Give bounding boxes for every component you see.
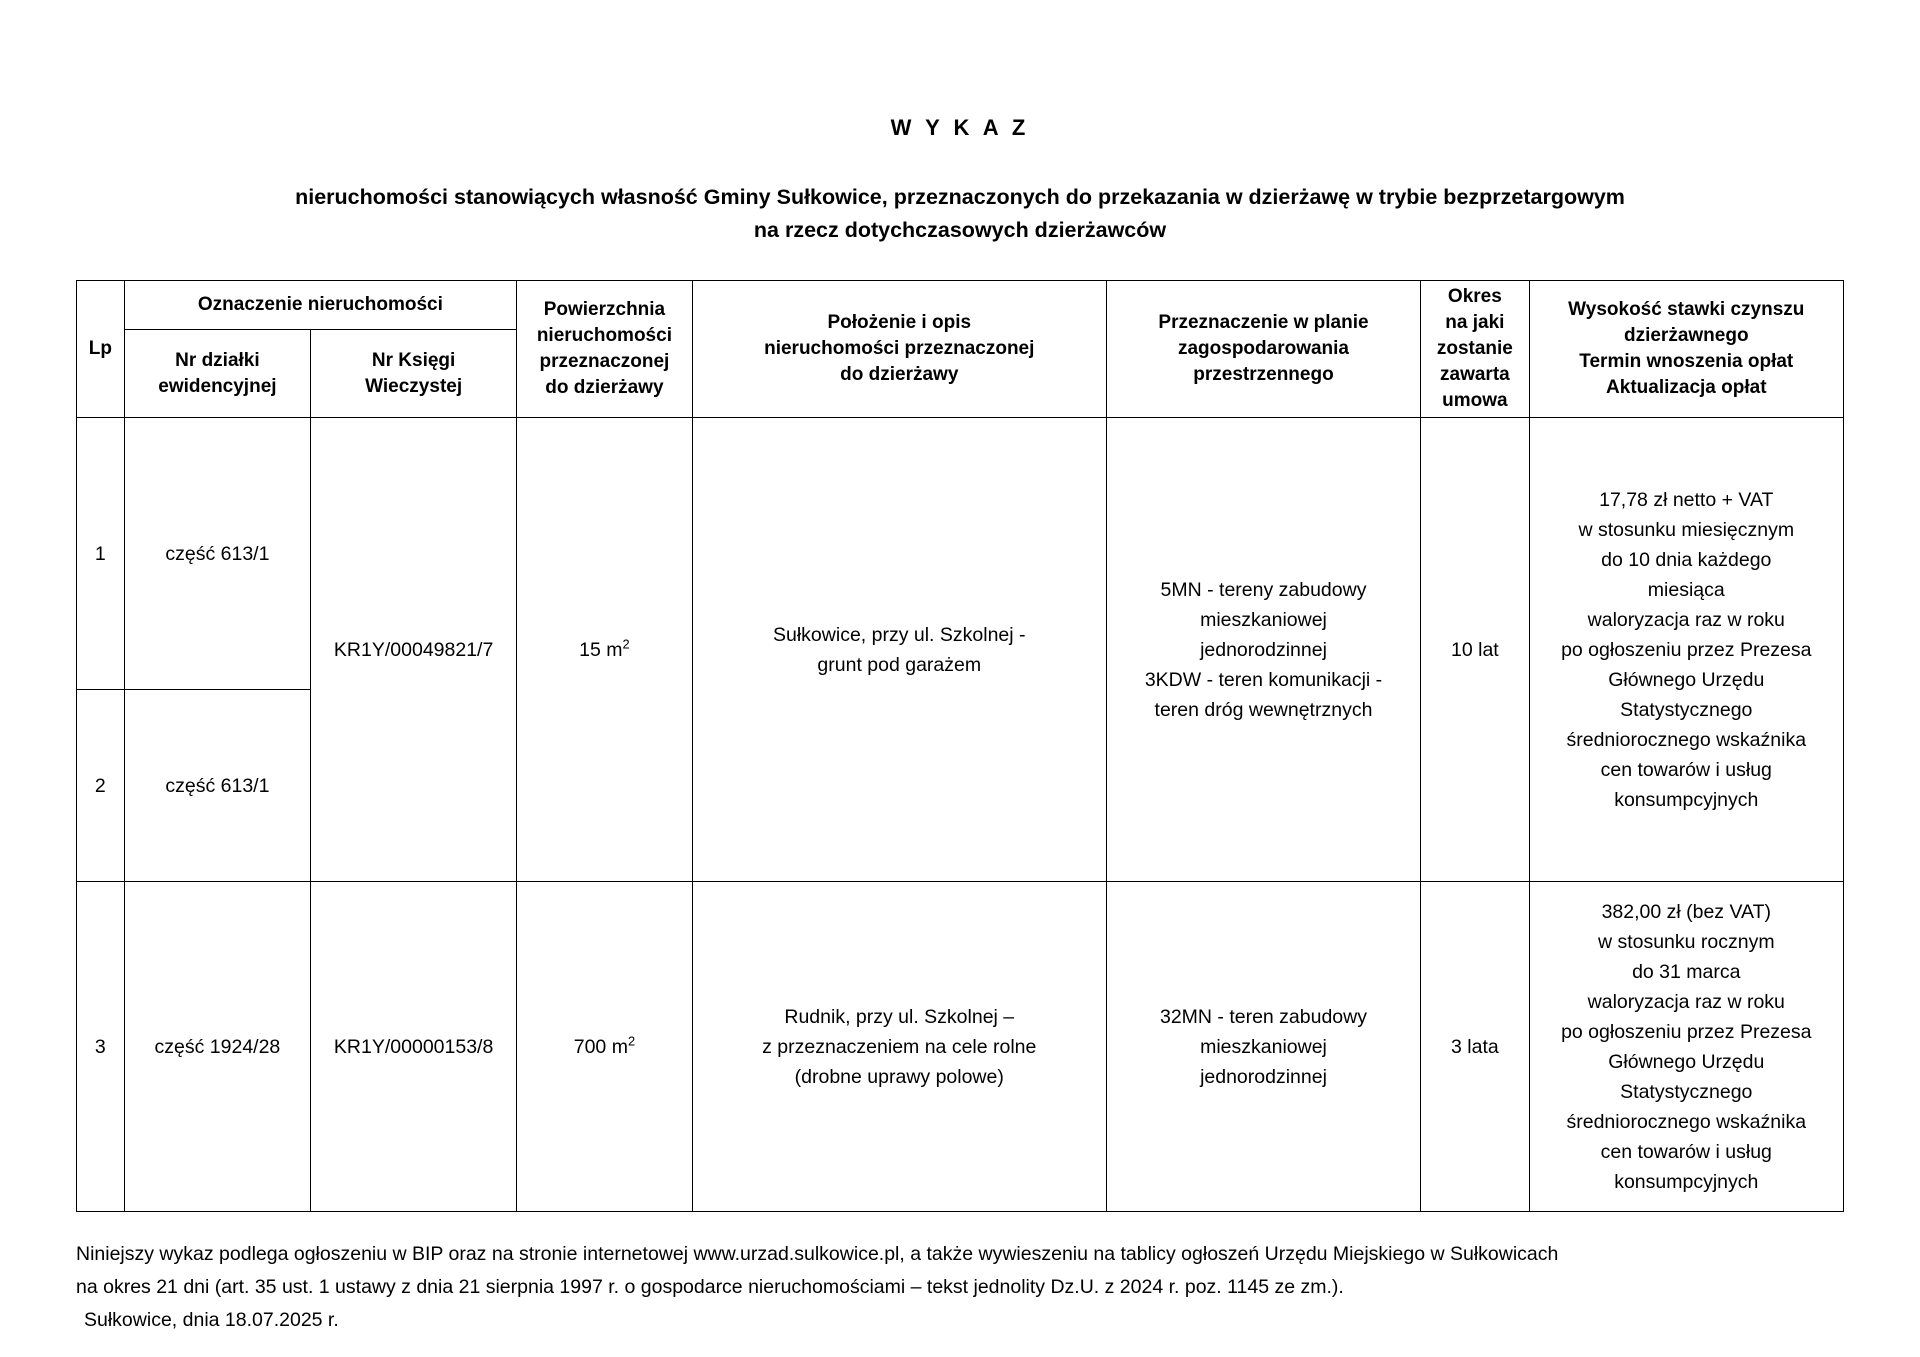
cell-przeznaczenie-line-2: mieszkaniowej [1200,1035,1327,1058]
column-header-powierzchnia [517,281,693,418]
column-header-stawka-line-3: Termin wnoszenia opłat [1579,351,1794,372]
cell-stawka-line-3: do 31 marca [1632,960,1741,983]
column-header-nr-dzialki-line-2: ewidencyjnej [158,375,277,397]
wykaz-table [76,280,1844,1212]
cell-przeznaczenie [1106,418,1420,882]
cell-polozenie-line-1: Rudnik, przy ul. Szkolnej – [784,1005,1015,1028]
cell-stawka-line-8: średniorocznego wskaźnika [1566,1110,1807,1133]
document-subtitle [160,141,1760,247]
cell-stawka-line-1: 17,78 zł netto + VAT [1599,488,1774,511]
footer-line-1: Niniejszy wykaz podlega ogłoszeniu w BIP oraz na stronie internetowej www.urzad.sulkowice.pl, a także wywieszeniu na tablicy ogłoszeń Urzędu Miejskiego w Sułkowicach [76,1243,1559,1265]
cell-stawka-line-4: miesiąca [1647,578,1725,601]
column-header-przeznaczenie-line-3: przestrzennego [1193,364,1334,385]
cell-lp: 3 [77,882,125,1212]
column-header-powierzchnia-line-2: nieruchomości [536,325,672,346]
cell-stawka-line-11: konsumpcyjnych [1614,788,1759,811]
document-subtitle-line-1: nieruchomości stanowiących własność Gminy Sułkowice, przeznaczonych do przekazania w dzierżawę w trybie bezprzetargowym [295,185,1625,209]
cell-przeznaczenie-line-5: teren dróg wewnętrznych [1154,698,1373,721]
cell-przeznaczenie-line-2: mieszkaniowej [1200,608,1327,631]
cell-nr-ksiegi: KR1Y/00000153/8 [311,882,517,1212]
cell-stawka-line-10: cen towarów i usług [1600,758,1772,781]
table-row [77,418,1844,690]
column-header-okres [1421,281,1529,418]
cell-polozenie-line-2: z przeznaczeniem na cele rolne [762,1035,1037,1058]
cell-powierzchnia [517,882,693,1212]
cell-powierzchnia-unit: m [606,638,623,661]
table-header-row-1 [77,281,1844,330]
column-header-nr-ksiegi-line-1: Nr Księgi [371,349,456,371]
column-header-oznaczenie: Oznaczenie nieruchomości [124,281,516,330]
cell-stawka-line-9: cen towarów i usług [1600,1140,1772,1163]
cell-powierzchnia-value: 15 [579,638,601,661]
cell-stawka-line-3: do 10 dnia każdego [1601,548,1772,571]
cell-powierzchnia-exponent: 2 [622,636,630,651]
cell-polozenie-line-3: (drobne uprawy polowe) [794,1065,1004,1088]
column-header-okres-line-4: zawarta [1440,364,1510,385]
column-header-okres-line-5: umowa [1442,390,1508,411]
column-header-nr-dzialki-line-1: Nr działki [175,349,260,371]
column-header-polozenie-line-1: Położenie i opis [827,312,972,333]
table-body [77,418,1844,1212]
cell-stawka-line-9: średniorocznego wskaźnika [1566,728,1807,751]
cell-nr-dzialki: część 613/1 [124,418,310,690]
cell-polozenie [692,418,1106,882]
column-header-okres-line-1: Okres [1447,286,1502,307]
column-header-polozenie-line-3: do dzierżawy [840,364,959,385]
column-header-okres-line-3: zostanie [1436,338,1513,359]
column-header-stawka-line-2: dzierżawnego [1623,325,1749,346]
cell-nr-dzialki: część 1924/28 [124,882,310,1212]
document-subtitle-line-2: na rzecz dotychczasowych dzierżawców [753,218,1167,242]
table-container [0,247,1920,1212]
cell-stawka-line-10: konsumpcyjnych [1614,1170,1759,1193]
column-header-polozenie [692,281,1106,418]
column-header-powierzchnia-line-3: przeznaczonej [539,351,670,372]
column-header-stawka-line-1: Wysokość stawki czynszu [1568,299,1805,320]
table-row [77,882,1844,1212]
cell-nr-ksiegi: KR1Y/00049821/7 [311,418,517,882]
page-title: W Y K A Z [890,115,1030,140]
cell-polozenie-line-2: grunt pod garażem [817,653,982,676]
cell-stawka [1529,418,1843,882]
column-header-okres-line-2: na jaki [1445,312,1505,333]
column-header-nr-ksiegi-line-2: Wieczystej [365,375,463,397]
cell-przeznaczenie-line-3: jednorodzinnej [1200,638,1327,661]
column-header-nr-dzialki [124,330,310,418]
cell-powierzchnia-value: 700 [573,1035,607,1058]
cell-stawka-line-7: Statystycznego [1620,1080,1753,1103]
cell-stawka-line-5: waloryzacja raz w roku [1587,608,1785,631]
cell-stawka-line-8: Statystycznego [1620,698,1753,721]
column-header-lp: Lp [77,281,125,418]
cell-stawka-line-5: po ogłoszeniu przez Prezesa [1561,1020,1812,1043]
cell-stawka-line-6: po ogłoszeniu przez Prezesa [1561,638,1812,661]
footer-note [0,1212,1920,1337]
cell-przeznaczenie-line-1: 5MN - tereny zabudowy [1160,578,1367,601]
footer-line-2: na okres 21 dni (art. 35 ust. 1 ustawy z dnia 21 sierpnia 1997 r. o gospodarce nieruchomościami – tekst jednolity Dz.U. z 2024 r. poz. 1145 ze zm.). [76,1276,1344,1298]
cell-stawka-line-4: waloryzacja raz w roku [1587,990,1785,1013]
cell-stawka-line-7: Głównego Urzędu [1608,668,1765,691]
column-header-przeznaczenie-line-2: zagospodarowania [1177,338,1349,359]
cell-przeznaczenie [1106,882,1420,1212]
cell-okres: 10 lat [1421,418,1529,882]
cell-powierzchnia-exponent: 2 [627,1033,636,1048]
cell-stawka-line-2: w stosunku miesięcznym [1578,518,1795,541]
cell-lp: 2 [77,690,125,882]
cell-nr-dzialki: część 613/1 [124,690,310,882]
column-header-powierzchnia-line-4: do dzierżawy [545,377,664,398]
column-header-przeznaczenie [1106,281,1420,418]
column-header-stawka-line-4: Aktualizacja opłat [1606,377,1767,398]
cell-powierzchnia-unit: m [611,1035,628,1058]
cell-powierzchnia [517,418,693,882]
cell-lp: 1 [77,418,125,690]
cell-przeznaczenie-line-3: jednorodzinnej [1200,1065,1327,1088]
cell-przeznaczenie-line-1: 32MN - teren zabudowy [1159,1005,1367,1028]
cell-stawka-line-6: Głównego Urzędu [1608,1050,1765,1073]
footer-date: Sułkowice, dnia 18.07.2025 r. [84,1309,339,1331]
cell-stawka-line-2: w stosunku rocznym [1597,930,1775,953]
column-header-nr-ksiegi [311,330,517,418]
cell-stawka [1529,882,1843,1212]
column-header-stawka [1529,281,1843,418]
table-header [77,281,1844,418]
cell-polozenie [692,882,1106,1212]
cell-stawka-line-1: 382,00 zł (bez VAT) [1601,900,1771,923]
cell-przeznaczenie-line-4: 3KDW - teren komunikacji - [1144,668,1383,691]
column-header-przeznaczenie-line-1: Przeznaczenie w planie [1158,312,1369,333]
column-header-polozenie-line-2: nieruchomości przeznaczonej [764,338,1035,359]
column-header-powierzchnia-line-1: Powierzchnia [543,299,666,320]
cell-okres: 3 lata [1421,882,1529,1212]
cell-polozenie-line-1: Sułkowice, przy ul. Szkolnej - [773,623,1026,646]
